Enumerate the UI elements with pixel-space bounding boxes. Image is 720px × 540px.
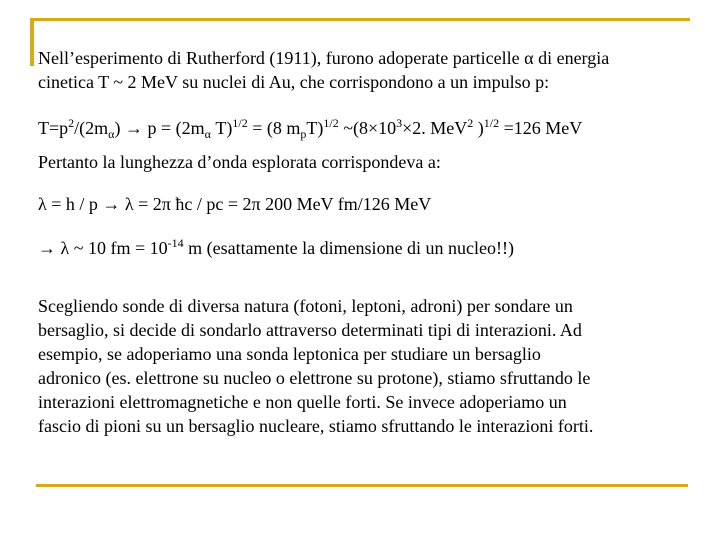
eq-sup: 1/2 — [483, 116, 500, 130]
momentum-equation — [38, 116, 582, 140]
eq-text: T) — [306, 118, 324, 138]
wavelength-result — [38, 236, 514, 260]
eq-text: ~(8×10 — [338, 118, 397, 138]
eq-sup: 2 — [467, 116, 474, 130]
body-line: adronico (es. elettrone su nucleo o elettrone su protone), stiamo sfruttando le — [38, 368, 591, 388]
intro-line-2: cinetica T ~ 2 MeV su nuclei di Au, che corrispondono a un impulso p: — [38, 72, 550, 92]
result-text: m (esattamente la dimensione di un nucleo!!) — [183, 238, 515, 258]
body-line: Scegliendo sonde di diversa natura (fotoni, leptoni, adroni) per sondare un — [38, 296, 573, 316]
eq-sup: 1/2 — [232, 116, 248, 130]
eq-sub: p — [300, 127, 307, 141]
body-paragraph — [38, 294, 678, 438]
frame-left-accent — [30, 18, 34, 66]
eq-text: ) — [473, 118, 484, 138]
intro-line-1: Nell’esperimento di Rutherford (1911), furono adoperate particelle α di energia — [38, 48, 610, 68]
body-line: interazioni elettromagnetiche e non quelle forti. Se invece adoperiamo un — [38, 392, 567, 412]
eq-text: T=p — [38, 118, 69, 138]
eq-text: /(2m — [74, 118, 109, 138]
eq-sub: α — [204, 127, 211, 141]
eq-text: ) → p = (2m — [114, 118, 205, 138]
result-sup: -14 — [167, 236, 184, 250]
eq-text: =126 MeV — [499, 118, 583, 138]
eq-sup: 2 — [68, 116, 75, 130]
wavelength-equation: λ = h / p → λ = 2π ħc / pc = 2π 200 MeV fm/126 MeV — [38, 194, 432, 214]
eq-text: = (8 m — [247, 118, 301, 138]
result-text: → λ ~ 10 fm = 10 — [38, 238, 168, 258]
body-line: esempio, se adoperiamo una sonda leptonica per studiare un bersaglio — [38, 344, 541, 364]
eq-sup: 3 — [396, 116, 403, 130]
intro-paragraph — [38, 46, 609, 94]
eq-sub: α — [108, 127, 115, 141]
eq-text: T) — [210, 118, 233, 138]
body-line: fascio di pioni su un bersaglio nucleare, stiamo sfruttando le interazioni forti. — [38, 416, 594, 436]
pertanto-line: Pertanto la lunghezza d’onda esplorata corrispondeva a: — [38, 152, 441, 172]
eq-sup: 1/2 — [323, 116, 339, 130]
body-line: bersaglio, si decide di sondarlo attraverso determinati tipi di interazioni. Ad — [38, 320, 582, 340]
frame-top-rule — [30, 18, 690, 21]
frame-bottom-rule — [36, 484, 688, 487]
eq-text: ×2. MeV — [402, 118, 468, 138]
